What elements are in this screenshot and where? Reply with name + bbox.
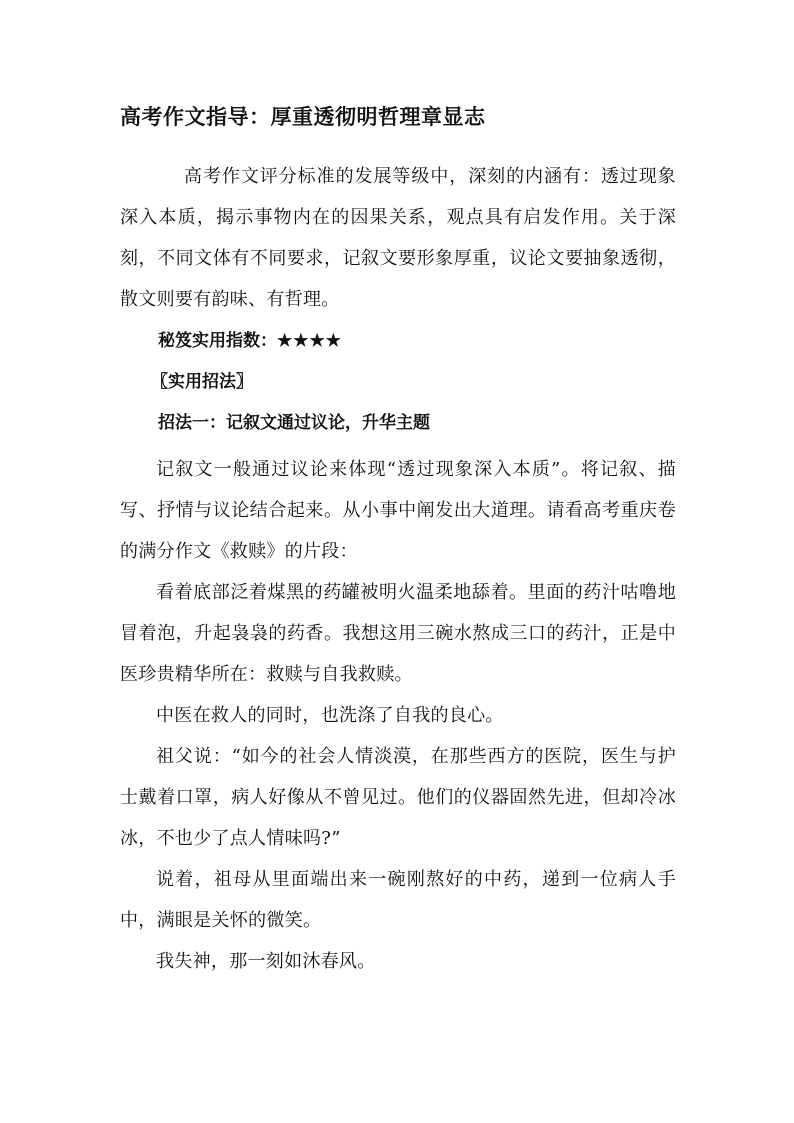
practical-index bbox=[158, 326, 342, 356]
method-one-heading: 招法一：记叙文通过议论，升华主题 bbox=[158, 413, 430, 433]
body-paragraph-1: 记叙文一般通过议论来体现“透过现象深入本质”。将记叙、描写、抒情与议论结合起来。从小事中阐发出大道理。请看高考重庆卷的满分作文《救赎》的片段： bbox=[120, 459, 676, 562]
body-paragraph-3: 中医在救人的同时，也洗涤了自我的良心。 bbox=[156, 705, 504, 726]
document-title: 高考作文指导：厚重透彻明哲理章显志 bbox=[120, 104, 486, 129]
body-paragraph-4: 祖父说：“如今的社会人情淡漠，在那些西方的医院，医生与护士戴着口罩，病人好像从不曾见过。他们的仪器固然先进，但却冷冰冰，不也少了点人情味吗?” bbox=[120, 746, 676, 849]
practical-index-label: 秘笈实用指数： bbox=[158, 331, 277, 351]
intro-paragraph: 高考作文评分标准的发展等级中，深刻的内涵有：透过现象深入本质，揭示事物内在的因果关系，观点具有启发作用。关于深刻，不同文体有不同要求，记叙文要形象厚重，议论文要抽象透彻，散文则要有韵味、有哲理。 bbox=[120, 166, 676, 310]
body-paragraph-6: 我失神，那一刻如沐春风。 bbox=[156, 951, 376, 972]
body-paragraph-5: 说着，祖母从里面端出来一碗刚熬好的中药，递到一位病人手中，满眼是关怀的微笑。 bbox=[120, 869, 676, 931]
star-rating-icon: ★★★★ bbox=[277, 331, 342, 351]
section-heading: 〖实用招法〗 bbox=[151, 372, 253, 392]
body-paragraph-2: 看着底部泛着煤黑的药罐被明火温柔地舔着。里面的药汁咕噜地冒着泡，升起袅袅的药香。我想这用三碗水熬成三口的药汁，正是中医珍贵精华所在：救赎与自我救赎。 bbox=[120, 582, 676, 685]
